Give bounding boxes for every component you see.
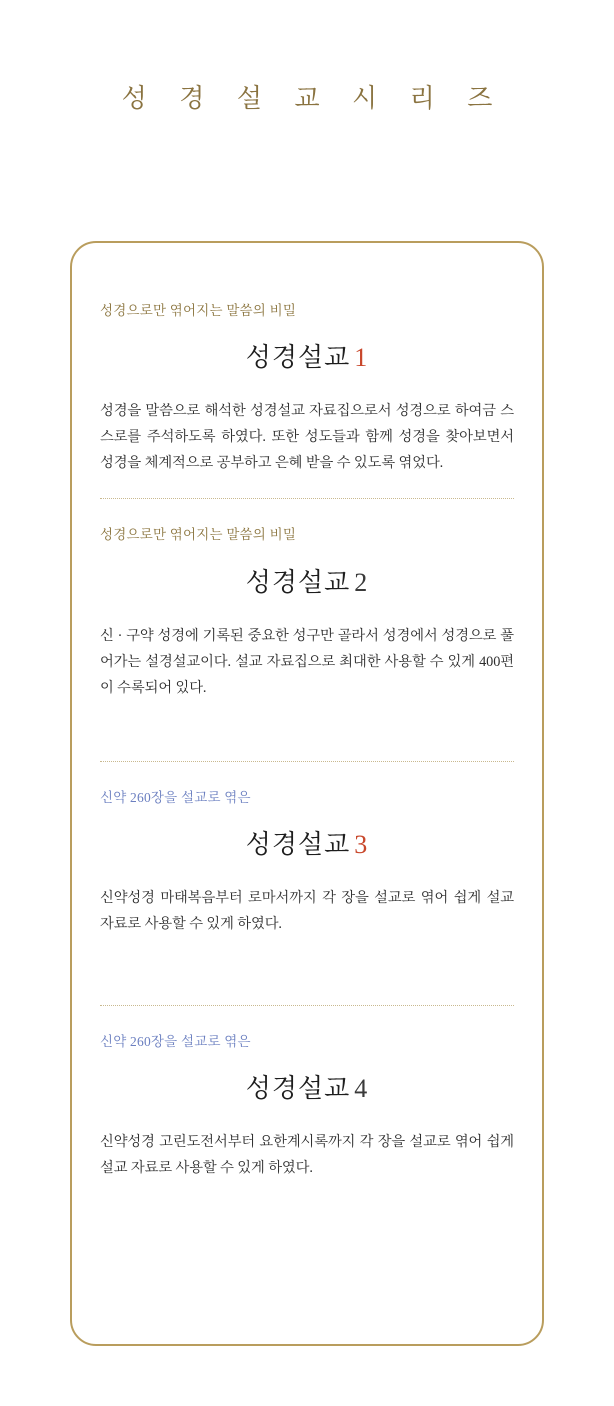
entry-title-text: 성경설교 xyxy=(245,829,351,859)
entry-title xyxy=(100,1068,514,1105)
entry-title xyxy=(100,562,514,599)
entry-description: 신 · 구약 성경에 기록된 중요한 성구만 골라서 성경에서 성경으로 풀어가는 설경설교이다. 설교 자료집으로 최대한 사용할 수 있게 400편이 수록되어 있다. xyxy=(100,627,514,696)
entry-title-text: 성경설교 xyxy=(245,1074,351,1104)
entry-number: 1 xyxy=(354,343,369,373)
spacer xyxy=(100,937,514,983)
entry-title xyxy=(100,824,514,861)
entry-description: 신약성경 마태복음부터 로마서까지 각 장을 설교로 엮어 쉽게 설교 자료로 사용할 수 있게 하였다. xyxy=(100,889,514,932)
divider xyxy=(100,761,514,762)
list-item xyxy=(100,525,514,761)
spacer xyxy=(100,499,514,525)
content-card xyxy=(70,241,544,1346)
entry-number: 2 xyxy=(354,567,369,597)
page-title: 성 경 설 교 시 리 즈 xyxy=(121,84,506,113)
entry-description: 성경을 말씀으로 해석한 성경설교 자료집으로서 성경으로 하여금 스스로를 주석하도록 하였다. 또한 성도들과 함께 성경을 찾아보면서 성경을 체계적으로 공부하고 은혜 받을 수 있도록 엮었다. xyxy=(100,403,514,472)
spacer xyxy=(100,701,514,739)
entry-number: 4 xyxy=(354,1074,369,1104)
entry-subtitle: 성경으로만 엮어지는 말씀의 비밀 xyxy=(100,527,297,543)
document-page xyxy=(0,78,614,1406)
list-item xyxy=(100,1032,514,1181)
list-item xyxy=(100,788,514,1006)
entry-title-text: 성경설교 xyxy=(245,567,351,597)
entry-description: 신약성경 고린도전서부터 요한계시록까지 각 장을 설교로 엮어 쉽게 설교 자료로 사용할 수 있게 하였다. xyxy=(100,1134,514,1177)
divider xyxy=(100,498,514,499)
list-item xyxy=(100,301,514,499)
divider xyxy=(100,1005,514,1006)
entry-subtitle: 신약 260장을 설교로 엮은 xyxy=(100,1033,251,1049)
entry-title-text: 성경설교 xyxy=(245,343,351,373)
entry-number: 3 xyxy=(354,829,369,859)
entry-subtitle: 신약 260장을 설교로 엮은 xyxy=(100,789,251,805)
entry-subtitle: 성경으로만 엮어지는 말씀의 비밀 xyxy=(100,303,297,318)
spacer xyxy=(100,762,514,788)
card-inner xyxy=(72,243,542,1181)
entry-title xyxy=(100,337,514,374)
spacer xyxy=(100,1006,514,1032)
